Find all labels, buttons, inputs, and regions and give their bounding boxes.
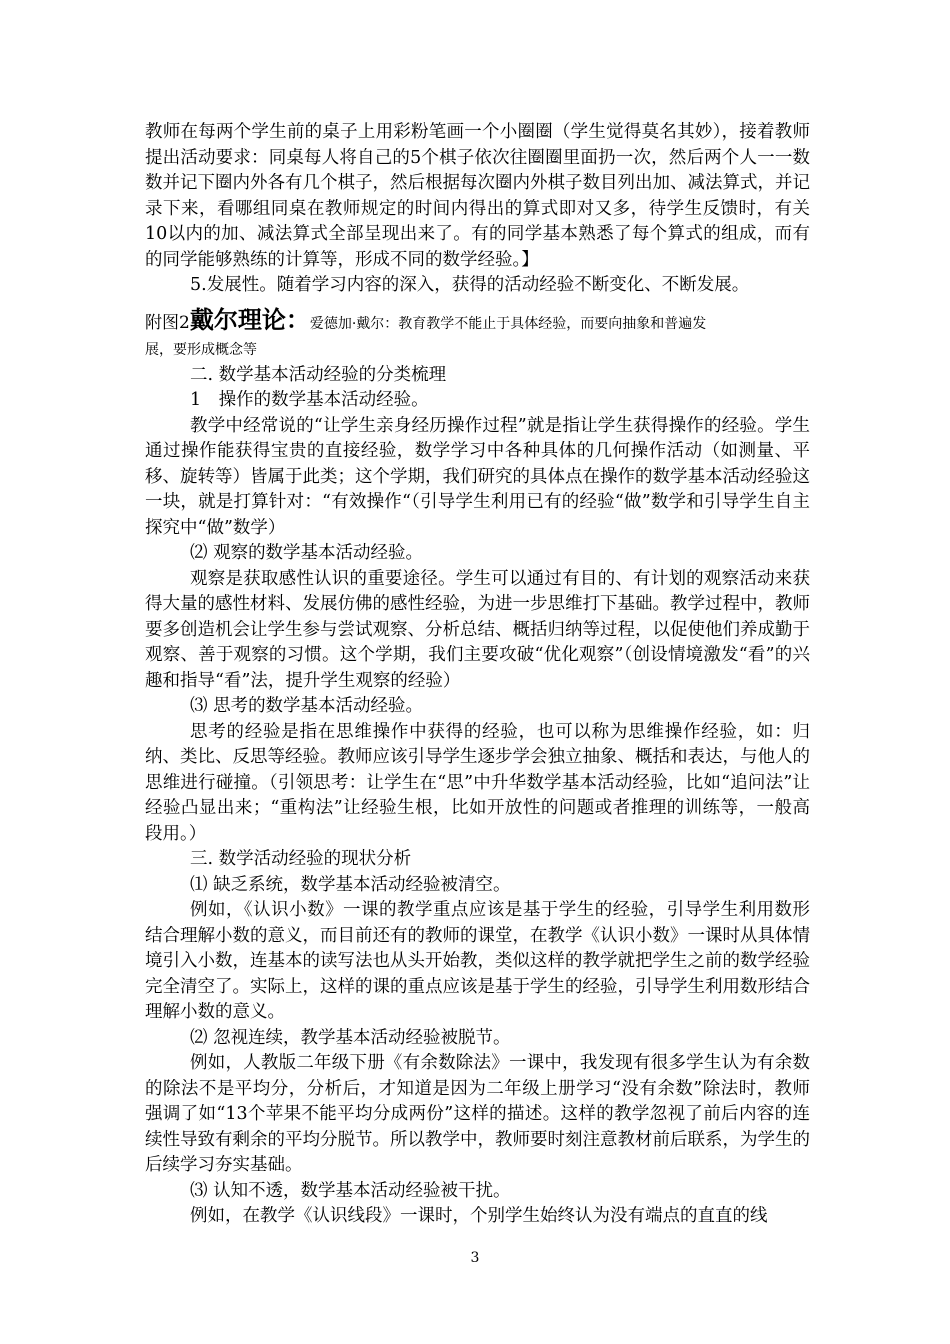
paragraph-thinking: 思考的经验是指在思维操作中获得的经验，也可以称为思维操作经验，如：归纳、类比、反思等经验。教师应该引导学生逐步学会独立抽象、概括和表达，与他人的思维进行碰撞。（引领思考：让学生在“思”中升华数学基本活动经验，比如“追问法”让经验凸显出来；“重构法”让经验生根，比如开放性的问题或者推理的训练等，一般高段用。） xyxy=(145,721,810,844)
paragraph-line-segment-example: 例如，在教学《认识线段》一课时，个别学生始终认为没有端点的直直的线 xyxy=(190,1206,768,1226)
dale-theory-note-continued: 展，要形成概念等 xyxy=(145,341,257,358)
subheading-lack-system: ⑴ 缺乏系统，数学基本活动经验被清空。 xyxy=(190,874,511,895)
paragraph-observation: 观察是获取感性认识的重要途径。学生可以通过有目的、有计划的观察活动来获得大量的感性材料、发展仿佛的感性经验，为进一步思维打下基础。教学过程中，教师要多创造机会让学生参与尝试观察、分析总结、概括归纳等过程，以促使他们养成勤于观察、善于观察的习惯。这个学期，我们主要攻破“优化观察”（创设情境激发“看”的兴趣和指导“看”法，提升学生观察的经验） xyxy=(145,568,810,691)
subheading-ignore-continuity: ⑵ 忽视连续，教学基本活动经验被脱节。 xyxy=(190,1027,511,1048)
dale-theory-heading xyxy=(145,305,810,339)
paragraph-remainder-example: 例如，人教版二年级下册《有余数除法》一课中，我发现有很多学生认为有余数的除法不是平均分，分析后，才知道是因为二年级上册学习“没有余数”除法时，教师强调了如“13个苹果不能平均分成两份”这样的描述。这样的教学忽视了前后内容的连续性导致有剩余的平均分脱节。所以教学中，教师要时刻注意教材前后联系，为学生的后续学习夯实基础。 xyxy=(145,1053,810,1175)
paragraph-operation: 教学中经常说的“让学生亲身经历操作过程”就是指让学生获得操作的经验。学生通过操作能获得宝贵的直接经验，数学学习中各种具体的几何操作活动（如测量、平移、旋转等）皆属于此类；这个学期，我们研究的具体点在操作的数学基本活动经验这一块，就是打算针对：“有效操作“（引导学生利用已有的经验“做”数学和引导学生自主探究中“做”数学） xyxy=(145,415,810,538)
paragraph-activity-description: 教师在每两个学生前的桌子上用彩粉笔画一个小圈圈（学生觉得莫名其妙），接着教师提出活动要求：同桌每人将自己的5个棋子依次往圈圈里面扔一次，然后两个人一一数数并记下圈内外各有几个棋子，然后根据每次圈内外棋子数目列出加、减法算式，并记录下来，看哪组同桌在教师规定的时间内得出的算式即对又多，待学生反馈时，有关10以内的加、减法算式全部呈现出来了。有的同学基本熟悉了每个算式的组成，而有的同学能够熟练的计算等，形成不同的数学经验。】 xyxy=(145,122,810,270)
paragraph-decimals-example: 例如，《认识小数》一课的教学重点应该是基于学生的经验，引导学生利用数形结合理解小数的意义，而目前还有的教师的课堂，在教学《认识小数》一课时从具体情境引入小数，连基本的读写法也从头开始教，类似这样的教学就把学生之前的数学经验完全清空了。实际上，这样的课的重点应该是基于学生的经验，引导学生利用数形结合理解小数的意义。 xyxy=(145,900,810,1022)
figure-label: 附图2 xyxy=(145,312,190,333)
page-number: 3 xyxy=(470,1250,480,1266)
subheading-observation: ⑵ 观察的数学基本活动经验。 xyxy=(190,543,424,563)
subheading-thinking: ⑶ 思考的数学基本活动经验。 xyxy=(190,696,424,716)
document-page xyxy=(145,120,810,1230)
dale-theory-note: 爱德加·戴尔：教育教学不能止于具体经验，而要向抽象和普遍发 xyxy=(309,315,707,332)
dale-theory-title: 戴尔理论： xyxy=(189,305,310,334)
subheading-unclear-cognition: ⑶ 认知不透，数学基本活动经验被干扰。 xyxy=(190,1180,511,1201)
paragraph-development: 5.发展性。随着学习内容的深入，获得的活动经验不断变化、不断发展。 xyxy=(190,275,750,295)
section-heading-3: 三. 数学活动经验的现状分析 xyxy=(190,849,412,869)
subheading-operation: 1 操作的数学基本活动经验。 xyxy=(190,390,429,410)
section-heading-2: 二. 数学基本活动经验的分类梳理 xyxy=(190,364,447,385)
